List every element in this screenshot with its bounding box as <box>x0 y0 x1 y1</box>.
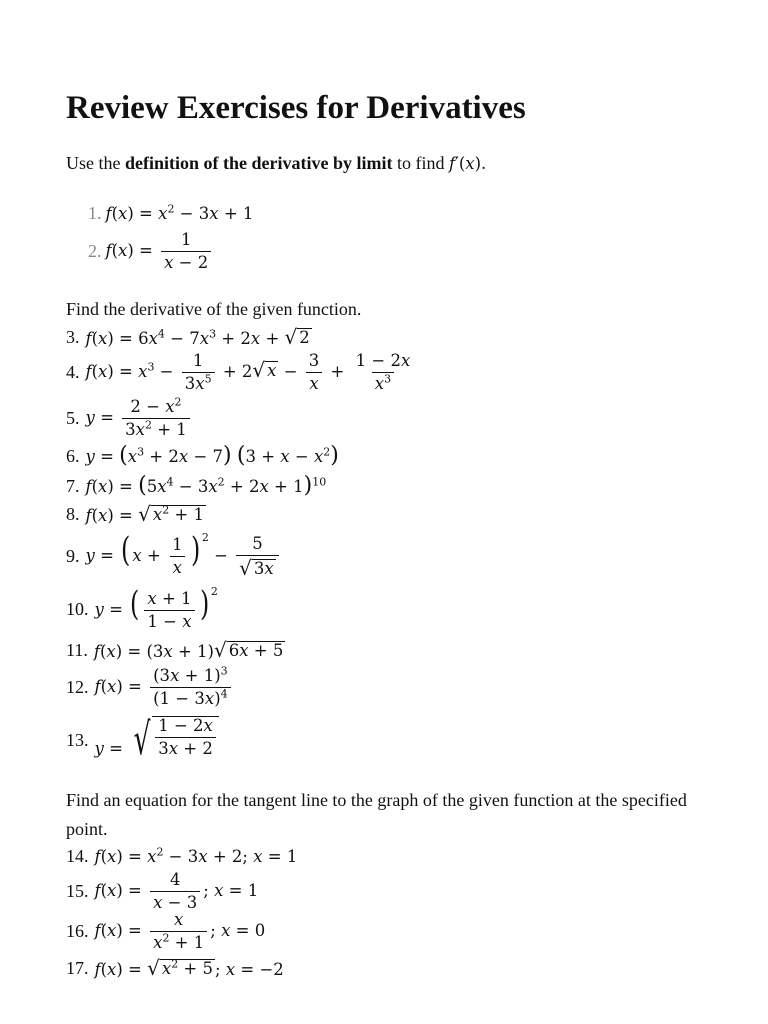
exercise-number: 13. <box>66 729 89 750</box>
exercise-17 <box>66 954 284 982</box>
exercise-number: 14. <box>66 845 89 866</box>
exercise-number: 12. <box>66 676 89 697</box>
page-title: Review Exercises for Derivatives <box>66 90 526 126</box>
exercise-math: $f(x) = x^3$ − $\frac{1}{3x^5}$ + 2 √ x − $\frac{3}{x}$ + $\frac{1 - 2x}{x^3}$ <box>85 350 411 393</box>
exercise-math: f(x) = √ $x^2 + 5$ ; x = −2 <box>94 955 284 980</box>
exercise-number: 1. <box>88 202 102 223</box>
section-heading-derivatives: Find the derivative of the given function. <box>66 299 362 319</box>
exercise-number: 10. <box>66 598 89 619</box>
exercise-3 <box>66 323 312 351</box>
exercise-number: 16. <box>66 920 89 941</box>
intro-suffix: to find <box>392 153 449 173</box>
exercise-math: y = ( $\frac{x + 1}{1 - x}$ ) $^2$ <box>94 584 218 631</box>
exercise-math: $y = (x^3 + 2x - 7) (3 + x - x^2)$ <box>85 443 339 468</box>
exercise-math: y = ( x + $\frac{1}{x}$ ) $^2$ − 5 √ 3x <box>86 533 282 579</box>
exercise-2 <box>88 226 214 276</box>
exercise-16 <box>66 908 265 954</box>
exercise-math: f(x) = $\frac{x}{x^2 + 1}$ ; x = 0 <box>94 909 266 952</box>
section-heading-tangent: Find an equation for the tangent line to the graph of the given function at the specified point. <box>66 790 687 839</box>
exercise-math: $f(x) = 6x^4 - 7x^3 + 2x$ + √ 2 <box>85 324 310 349</box>
exercise-12 <box>66 662 234 712</box>
exercise-number: 5. <box>66 407 80 428</box>
exercise-number: 8. <box>66 503 80 524</box>
exercise-14 <box>66 842 297 870</box>
exercise-11 <box>66 636 285 664</box>
exercise-math: $f(x) = x^2 - 3x + 1$ <box>105 202 254 223</box>
intro-paragraph <box>66 150 486 177</box>
exercise-9 <box>66 528 282 584</box>
intro-math: f′(x). <box>448 154 487 173</box>
exercise-8 <box>66 500 206 528</box>
intro-prefix: Use the <box>66 153 125 173</box>
exercise-number: 3. <box>66 326 80 347</box>
exercise-math: f(x) = $\frac{(3x + 1)^3}{(1 - 3x)^4}$ <box>95 667 234 708</box>
exercise-6 <box>66 442 339 470</box>
exercise-math: f(x) = $\frac{4}{x - 3}$ ; x = 1 <box>94 869 259 912</box>
exercise-4 <box>66 348 416 396</box>
exercise-10 <box>66 582 218 636</box>
intro-bold: definition of the derivative by limit <box>124 153 393 173</box>
exercise-1 <box>88 200 253 226</box>
exercise-number: 6. <box>66 445 80 466</box>
exercise-5 <box>66 394 193 442</box>
exercise-number: 9. <box>66 545 80 566</box>
exercise-math: $f(x) = (5x^4 - 3x^2 + 2x + 1)^{10}$ <box>85 473 327 498</box>
exercise-number: 2. <box>88 240 102 261</box>
exercise-math: f(x) = $\frac{1}{x - 2}$ <box>106 231 215 272</box>
exercise-math: y = $\frac{2 - x^2}{3x^2 + 1}$ <box>86 398 193 439</box>
exercise-math: f(x) = √ $x^2 + 1$ <box>85 501 205 526</box>
exercise-math: f(x) = (3x + 1) √ 6x + 5 <box>93 637 284 662</box>
exercise-math: $f(x) = x^2 - 3x + 2$; x = 1 <box>94 845 298 866</box>
exercise-13 <box>66 712 219 768</box>
exercise-math: y = √ $\frac{1 - 2x}{3x + 2}$ <box>95 718 219 762</box>
exercise-number: 15. <box>66 880 89 901</box>
exercise-number: 11. <box>66 639 88 660</box>
exercise-number: 17. <box>66 957 89 978</box>
exercise-7 <box>66 471 326 501</box>
exercise-number: 4. <box>66 361 80 382</box>
exercise-number: 7. <box>66 475 80 496</box>
